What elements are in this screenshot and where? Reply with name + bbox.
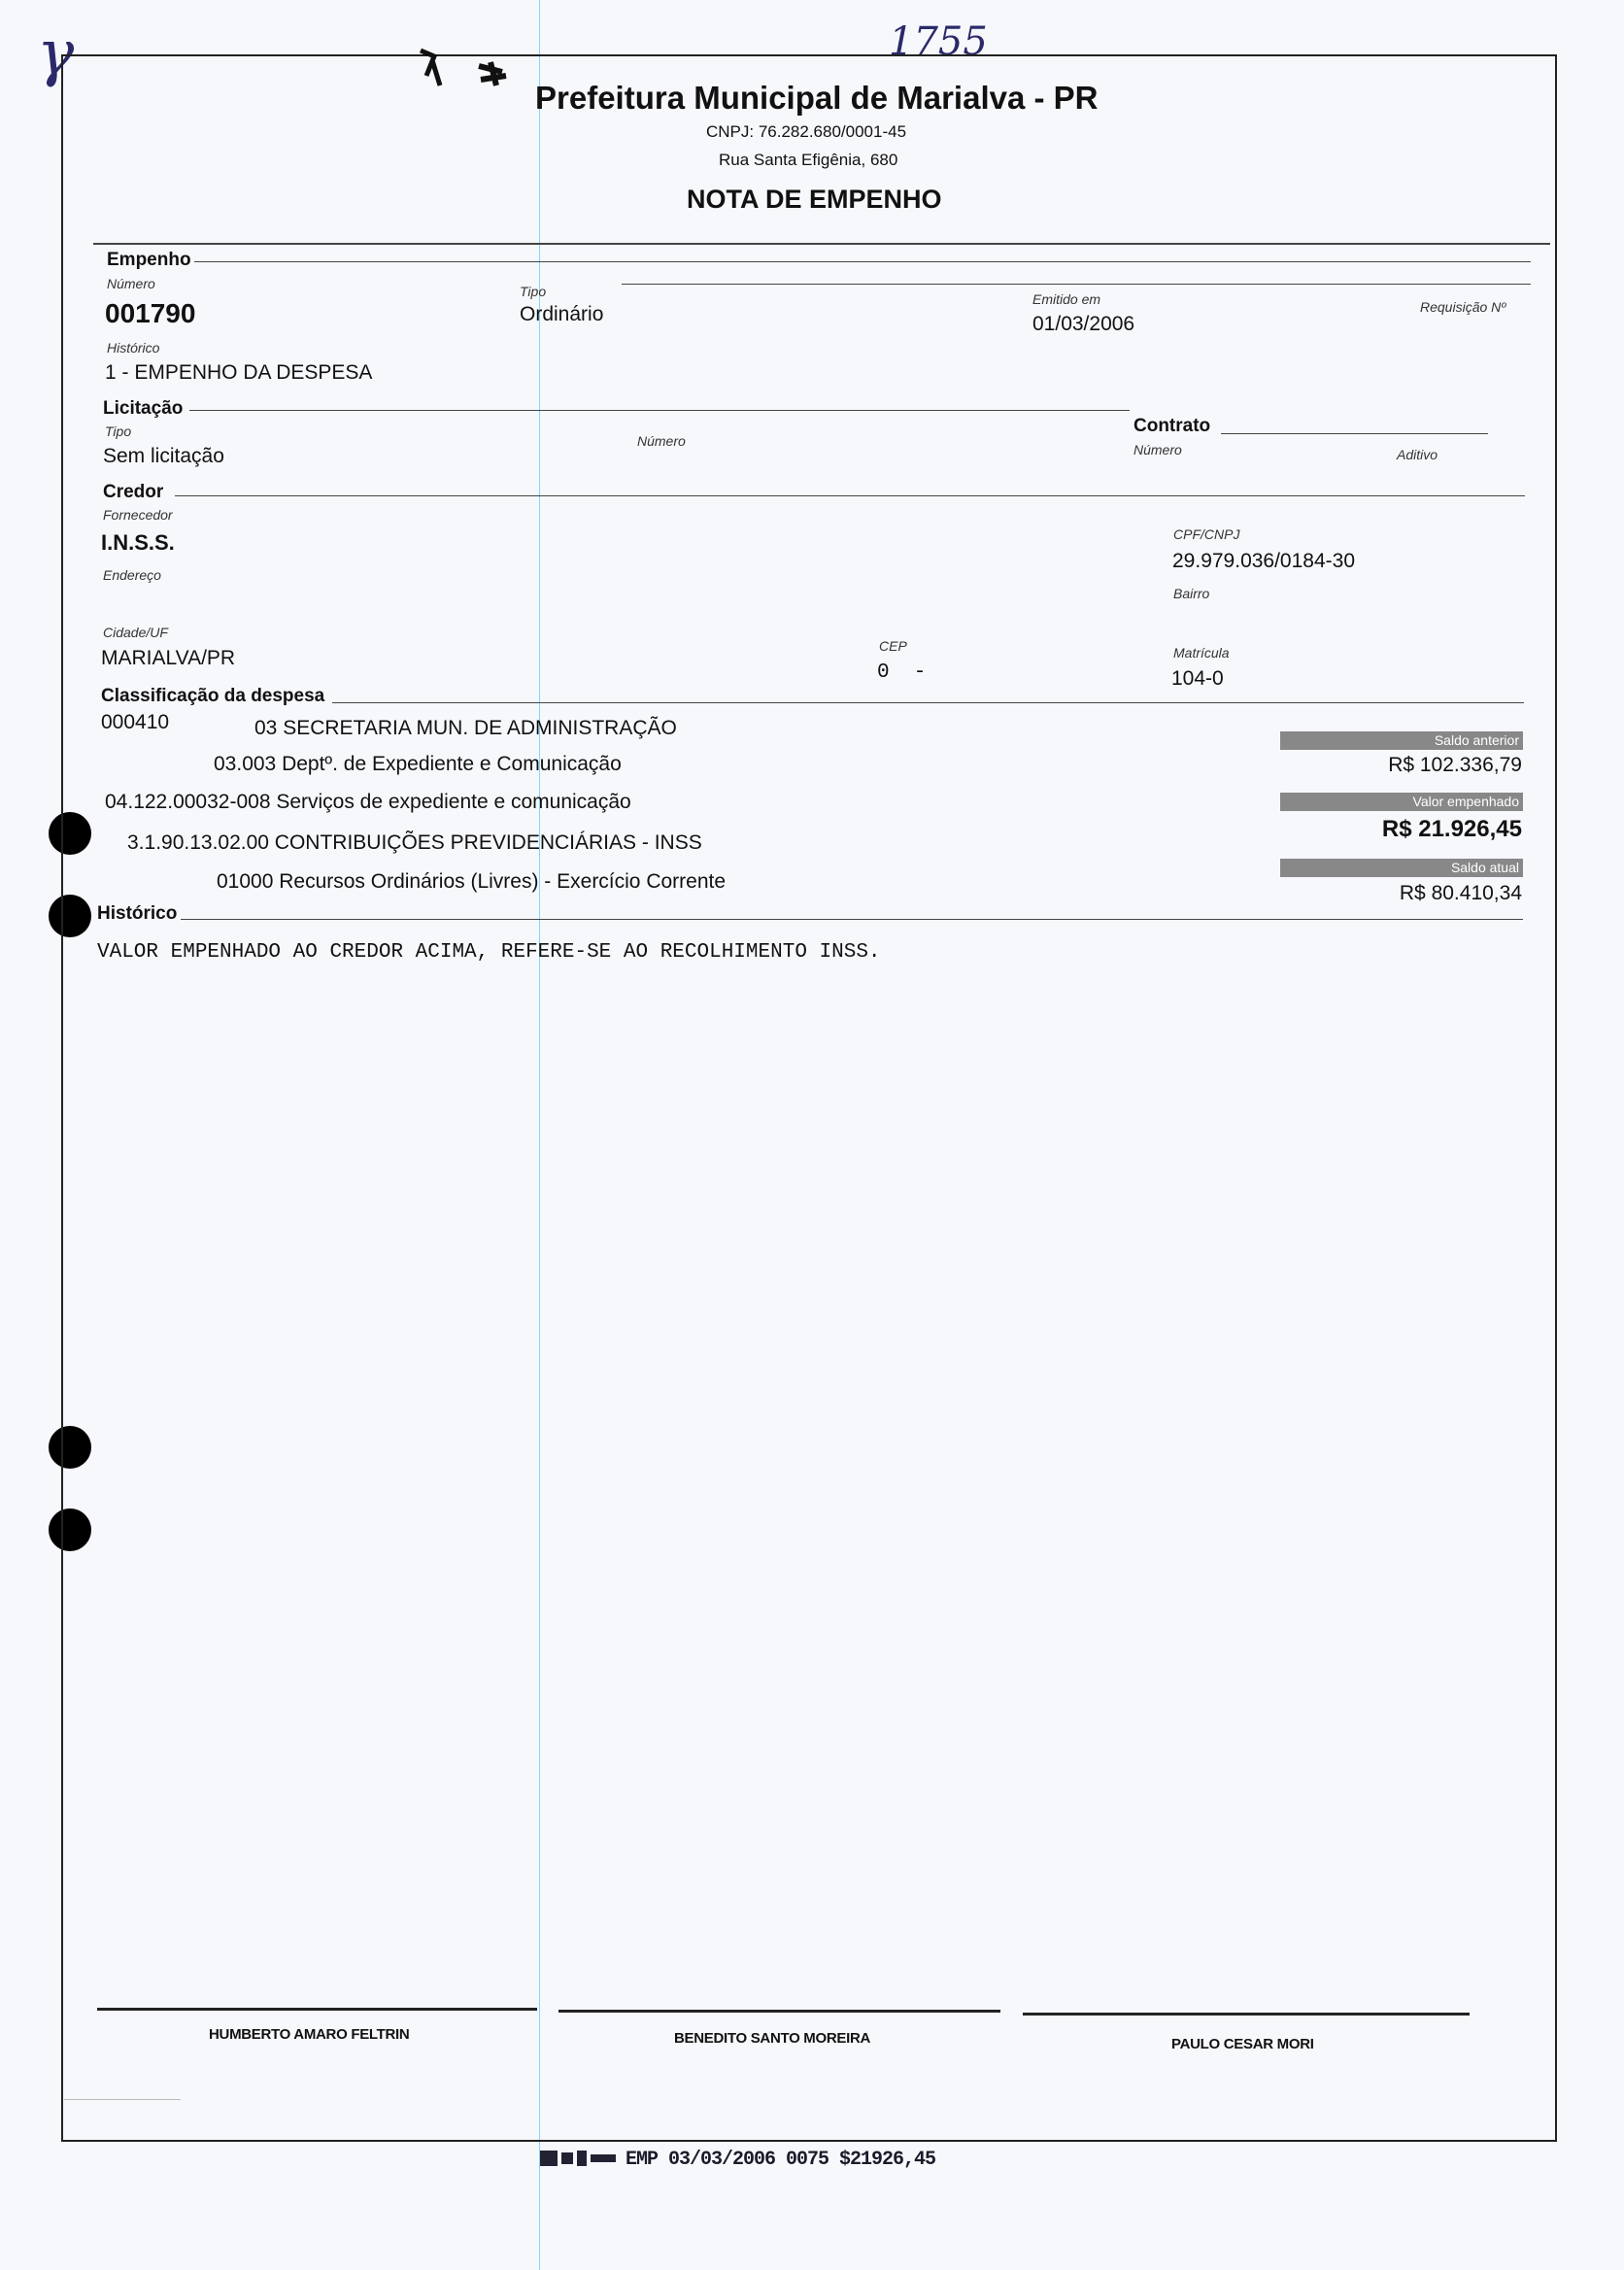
classificacao-line: 3.1.90.13.02.00 CONTRIBUIÇÕES PREVIDENCIÁRIAS - INSS bbox=[127, 831, 702, 854]
document-title: NOTA DE EMPENHO bbox=[687, 185, 942, 214]
valor-empenhado-value: R$ 21.926,45 bbox=[1381, 816, 1522, 842]
faint-stamp-box bbox=[64, 2099, 181, 2119]
cpf-cnpj: 29.979.036/0184-30 bbox=[1172, 550, 1356, 572]
licitacao-rule bbox=[189, 410, 1130, 411]
emitido-date: 01/03/2006 bbox=[1032, 313, 1135, 335]
contrato-section-label: Contrato bbox=[1133, 416, 1211, 436]
empenho-numero-label: Número bbox=[107, 276, 155, 291]
saldo-atual-value: R$ 80.410,34 bbox=[1399, 882, 1522, 904]
matricula: 104-0 bbox=[1171, 667, 1224, 690]
valor-empenhado-label: Valor empenhado bbox=[1280, 793, 1523, 811]
fornecedor-label: Fornecedor bbox=[103, 507, 173, 523]
signature-line bbox=[1023, 2013, 1470, 2016]
licitacao-tipo: Sem licitação bbox=[103, 445, 224, 467]
empenho-tipo: Ordinário bbox=[520, 303, 604, 325]
fornecedor-name: I.N.S.S. bbox=[101, 530, 175, 555]
requisicao-label: Requisição Nº bbox=[1420, 299, 1506, 315]
empenho-tipo-label: Tipo bbox=[520, 284, 547, 299]
bank-authentication-stamp: EMP 03/03/2006 0075 $21926,45 bbox=[626, 2149, 936, 2171]
header-divider bbox=[93, 243, 1550, 245]
cidade-label: Cidade/UF bbox=[103, 625, 168, 640]
handwritten-page-number: 1755 bbox=[889, 19, 988, 64]
empenho-historico: 1 - EMPENHO DA DESPESA bbox=[105, 361, 373, 384]
emitido-label: Emitido em bbox=[1032, 291, 1101, 307]
saldo-anterior-label: Saldo anterior bbox=[1280, 731, 1523, 750]
classificacao-line: 03 SECRETARIA MUN. DE ADMINISTRAÇÃO bbox=[254, 717, 677, 739]
contrato-aditivo-label: Aditivo bbox=[1397, 447, 1438, 462]
historico-rule bbox=[181, 919, 1523, 920]
credor-section-label: Credor bbox=[103, 482, 164, 502]
municipality-title: Prefeitura Municipal de Marialva - PR bbox=[535, 80, 1099, 116]
cep-label: CEP bbox=[879, 638, 907, 654]
handwritten-corner-mark: γ bbox=[37, 17, 75, 89]
address-line: Rua Santa Efigênia, 680 bbox=[719, 151, 898, 169]
signature-line bbox=[97, 2008, 537, 2011]
saldo-atual-label: Saldo atual bbox=[1280, 859, 1523, 877]
licitacao-section-label: Licitação bbox=[103, 398, 184, 419]
classificacao-rule bbox=[332, 702, 1524, 703]
matricula-label: Matrícula bbox=[1173, 645, 1230, 661]
historico-section-label: Histórico bbox=[97, 903, 178, 924]
classificacao-line: 03.003 Deptº. de Expediente e Comunicação bbox=[214, 753, 622, 775]
signature-name: PAULO CESAR MORI bbox=[1171, 2036, 1314, 2052]
bairro-label: Bairro bbox=[1173, 586, 1210, 601]
classificacao-line: 04.122.00032-008 Serviços de expediente e comunicação bbox=[105, 791, 631, 813]
empenho-rule-2 bbox=[622, 284, 1531, 285]
empenho-numero: 001790 bbox=[105, 298, 196, 328]
classificacao-section-label: Classificação da despesa bbox=[101, 686, 325, 706]
credor-rule bbox=[175, 495, 1525, 496]
empenho-rule bbox=[194, 261, 1531, 262]
cep-value: 0 - bbox=[877, 661, 927, 684]
contrato-rule bbox=[1221, 433, 1488, 434]
contrato-numero-label: Número bbox=[1133, 442, 1182, 457]
cidade-uf: MARIALVA/PR bbox=[101, 647, 236, 669]
endereco-label: Endereço bbox=[103, 567, 161, 583]
orgao-code: 000410 bbox=[101, 711, 170, 733]
licitacao-tipo-label: Tipo bbox=[105, 424, 132, 439]
classificacao-line: 01000 Recursos Ordinários (Livres) - Exercício Corrente bbox=[217, 870, 727, 893]
historico-text: VALOR EMPENHADO AO CREDOR ACIMA, REFERE-SE AO RECOLHIMENTO INSS. bbox=[97, 941, 881, 964]
empenho-section-label: Empenho bbox=[107, 250, 191, 270]
signature-name: HUMBERTO AMARO FELTRIN bbox=[209, 2026, 410, 2043]
municipal-crest-icon bbox=[413, 37, 529, 95]
cnpj-line: CNPJ: 76.282.680/0001-45 bbox=[706, 122, 907, 141]
cpf-cnpj-label: CPF/CNPJ bbox=[1173, 526, 1240, 542]
licitacao-numero-label: Número bbox=[637, 433, 686, 449]
signature-line bbox=[558, 2010, 1000, 2013]
empenho-historico-label: Histórico bbox=[107, 340, 160, 356]
bank-logo-icon bbox=[540, 2147, 618, 2170]
saldo-anterior-value: R$ 102.336,79 bbox=[1388, 754, 1522, 776]
signature-name: BENEDITO SANTO MOREIRA bbox=[674, 2030, 871, 2047]
